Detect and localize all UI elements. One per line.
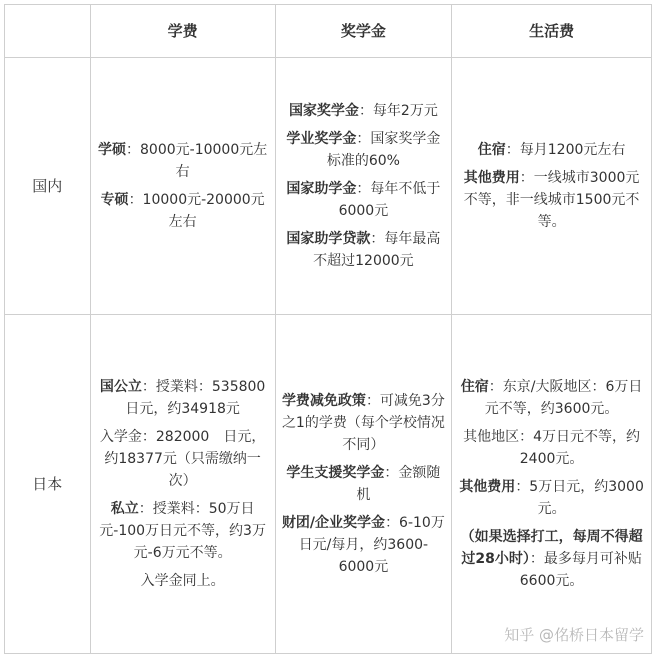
tuition-item: [97, 376, 269, 420]
item-text: ：金额随机: [356, 465, 441, 503]
item-text: 入学金：282000 日元，约18377元（只需缴纳一次）: [99, 429, 266, 489]
item-text: ：一线城市3000元不等，非一线城市1500元不等。: [463, 170, 640, 230]
item-title: （如果选择打工，每周不得超过28小时）: [460, 529, 643, 567]
item-title: 学费减免政策: [281, 393, 366, 409]
item-text: ：东京/大阪地区：6万日元不等，约3600元。: [484, 379, 643, 417]
item-text: 入学金同上。: [140, 573, 225, 589]
item-title: 国家助学贷款: [286, 231, 371, 247]
living-item: [458, 426, 645, 470]
item-title: 学业奖学金: [286, 131, 357, 147]
header-living-cost: 生活费: [452, 5, 652, 58]
item-text: ：6-10万日元/每月，约3600-6000元: [298, 515, 445, 575]
item-text: ：5万日元，约3000元。: [515, 479, 644, 517]
item-title: 国公立: [99, 379, 142, 395]
watermark: 知乎 @佲桥日本留学: [504, 626, 644, 644]
item-title: 住宿: [460, 379, 489, 395]
item-text: ：每年不低于6000元: [338, 181, 441, 219]
item-text: ：8000元-10000元左右: [126, 142, 268, 180]
tuition-item: [97, 570, 269, 592]
item-text: ：可减免3分之1的学费（每个学校情况不同）: [281, 393, 445, 453]
scholarship-item: [282, 178, 446, 222]
table-row: [5, 315, 652, 654]
item-title: 其他费用: [459, 479, 516, 495]
cell-domestic-tuition: [90, 58, 275, 315]
cell-domestic-living: [452, 58, 652, 315]
cell-domestic-scholarship: [275, 58, 452, 315]
cell-japan-living: [452, 315, 652, 654]
living-item: [458, 476, 645, 520]
item-title: 学硕: [98, 142, 127, 158]
item-title: 专硕: [100, 192, 129, 208]
tuition-item: [97, 139, 269, 183]
header-scholarship: 奖学金: [275, 5, 452, 58]
header-tuition: 学费: [90, 5, 275, 58]
item-title: 私立: [110, 501, 139, 517]
item-text: ：授業料：535800日元，约34918元: [125, 379, 266, 417]
scholarship-item: [282, 390, 446, 456]
item-text: ：授業料：50万日元-100万日元不等，约3万元-6万元不等。: [99, 501, 266, 561]
item-title: 其他费用: [463, 170, 520, 186]
living-item: [458, 139, 645, 161]
scholarship-item: [282, 100, 446, 122]
scholarship-item: [282, 462, 446, 506]
comparison-table: [4, 4, 652, 654]
tuition-item: [97, 426, 269, 492]
living-item: [458, 526, 645, 592]
scholarship-item: [282, 228, 446, 272]
item-text: ：最多每月可补贴6600元。: [519, 551, 642, 589]
scholarship-item: [282, 128, 446, 172]
item-text: 其他地区：4万日元不等，约2400元。: [463, 429, 641, 467]
tuition-item: [97, 189, 269, 233]
tuition-item: [97, 498, 269, 564]
row-label-domestic: 国内: [5, 58, 91, 315]
item-title: 国家助学金: [286, 181, 357, 197]
item-title: 住宿: [477, 142, 506, 158]
item-title: 学生支援奖学金: [286, 465, 385, 481]
cell-japan-tuition: [90, 315, 275, 654]
item-text: ：每年2万元: [358, 103, 438, 119]
item-title: 财团/企业奖学金: [281, 515, 386, 531]
item-text: ：10000元-20000元左右: [128, 192, 265, 230]
living-item: [458, 376, 645, 420]
table-row: [5, 58, 652, 315]
row-label-japan: 日本: [5, 315, 91, 654]
item-text: ：每年最高不超过12000元: [313, 231, 441, 269]
item-title: 国家奖学金: [288, 103, 359, 119]
header-row: [5, 5, 652, 58]
item-text: ：每月1200元左右: [505, 142, 626, 158]
header-empty-cell: [5, 5, 91, 58]
scholarship-item: [282, 512, 446, 578]
cell-japan-scholarship: [275, 315, 452, 654]
item-text: ：国家奖学金标准的60%: [326, 131, 441, 169]
living-item: [458, 167, 645, 233]
